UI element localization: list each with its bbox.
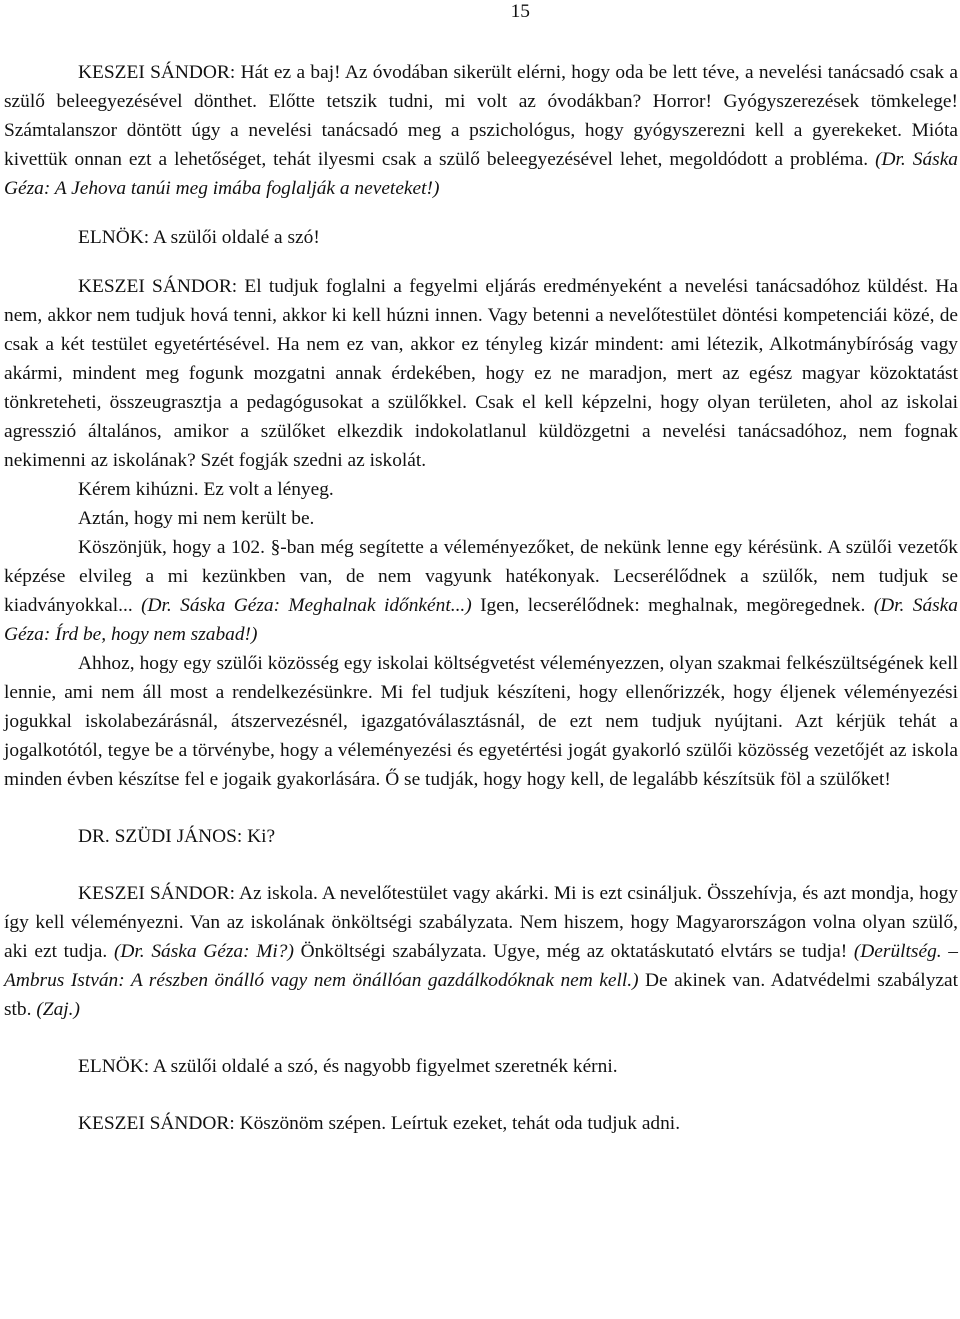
transcript-body [4, 58, 958, 1138]
speech-text: Kérem kihúzni. Ez volt a lényeg. [78, 479, 334, 500]
paragraph [4, 879, 958, 1024]
interjection-text: (Zaj.) [36, 999, 80, 1020]
paragraph [4, 504, 958, 533]
interjection-text: (Dr. Sáska Géza: Írd be, hogy nem szabad!) [4, 595, 958, 645]
page-number: 15 [510, 1, 530, 22]
paragraph [4, 533, 958, 649]
paragraph [4, 1052, 958, 1081]
speech-text: DR. SZÜDI JÁNOS: Ki? [78, 826, 276, 847]
paragraph [4, 272, 958, 475]
paragraph [4, 822, 958, 851]
speech-text: KESZEI SÁNDOR: Köszönöm szépen. Leírtuk ezeket, tehát oda tudjuk adni. [78, 1113, 681, 1134]
paragraph [4, 58, 958, 203]
speech-text: KESZEI SÁNDOR: Hát ez a baj! Az óvodában sikerült elérni, hogy oda be lett téve, a nevelési tanácsadó csak a szülő beleegyezésével dönthet. Előtte tetszik tudni, mi volt az óvodákban? Horror! Gyógyszerezések tömkelege! Számtalanszor döntött úgy a nevelési tanácsadó meg a pszichológus, hogy gyógyszerezni kell a gyerekeket. Mióta kivettük onnan ezt a lehetőséget, tehát ilyesmi csak a szülő beleegyezésével lehet, megoldódott a probléma. [4, 62, 958, 170]
speech-text: Aztán, hogy mi nem került be. [78, 508, 315, 529]
paragraph [4, 649, 958, 794]
speech-text: KESZEI SÁNDOR: Az iskola. A nevelőtestület vagy akárki. Mi is ezt csináljuk. Összehívja, és azt mondja, hogy így kell véleményezni. Van az iskolának önköltségi szabályzata. Nem hiszem, hogy Magyarországon volna olyan szülő, aki ezt tudja. [4, 883, 958, 962]
speech-text: Igen, lecserélődnek: meghalnak, megöregednek. [471, 595, 874, 616]
interjection-text: (Dr. Sáska Géza: Meghalnak időnként...) [141, 595, 472, 616]
interjection-text: (Dr. Sáska Géza: Mi?) [113, 941, 294, 962]
paragraph [4, 475, 958, 504]
speech-text: Ahhoz, hogy egy szülői közösség egy iskolai költségvetést véleményezzen, olyan szakmai felkészültségének kell lennie, ami nem áll most a rendelkezésünkre. Mi fel tudjuk készíteni, hogy ellenőrizzék, hogy éljenek véleményezési jogukkal iskolabezárásnál, átszervezésnél, igazgatóválasztásnál, de ezt nem tudjuk nyújtani. Azt kérjük tehát a jogalkotótól, tegye be a törvénybe, hogy a véleményezési és egyetértési jogát gyakorló szülői közösség vezetőjét az iskola minden évben készítse fel e jogaik gyakorlására. Ő se tudják, hogy hogy kell, de legalább készítsük föl a szülőket! [4, 653, 958, 790]
paragraph [4, 1109, 958, 1138]
speech-text: Önköltségi szabályzata. Ugye, még az oktatáskutató elvtárs se tudja! [293, 941, 854, 962]
speech-text: ELNÖK: A szülői oldalé a szó! [78, 227, 320, 248]
speech-text: De akinek van. Adatvédelmi szabályzat stb. [4, 970, 958, 1020]
speech-text: Köszönjük, hogy a 102. §-ban még segítette a véleményezőket, de nekünk lenne egy kérésünk. A szülői vezetők képzése elvileg a mi kezünkben van, de nem vagyunk hatékonyak. Lecserélődnek a szülők, nem tudjuk se kiadványokkal... [4, 537, 958, 616]
interjection-text: (Derültség. – Ambrus István: A részben önálló vagy nem önállóan gazdálkodóknak nem kell.) [4, 941, 958, 991]
paragraph [4, 223, 958, 252]
interjection-text: (Dr. Sáska Géza: A Jehova tanúi meg imába foglalják a neveteket!) [4, 149, 958, 199]
speech-text: ELNÖK: A szülői oldalé a szó, és nagyobb figyelmet szeretnék kérni. [78, 1056, 618, 1077]
speech-text: KESZEI SÁNDOR: El tudjuk foglalni a fegyelmi eljárás eredményeként a nevelési tanácsadóhoz küldést. Ha nem, akkor nem tudjuk hová tenni, akkor ki kell húzni innen. Vagy betenni a nevelőtestület döntési kompetenciái közé, de csak a két testület egyetértésével. Ha nem ez van, akkor ez tényleg kizár mindent: ami létezik, Alkotmánybíróság vagy akármi, mindent meg fogunk mozgatni annak érdekében, hogy ez ne maradjon, mert az egész magyar közoktatást tönkreteheti, összeugrasztja a pedagógusokat a szülőkkel. Csak el kell képzelni, hogy olyan területen, ahol az iskolai agresszió általános, amikor a szülőket elkezdik indokolatlanul küldözgetni a nevelési tanácsadóhoz, nem fognak nekimenni az iskolának? Szét fogják szedni az iskolát. [4, 276, 958, 471]
